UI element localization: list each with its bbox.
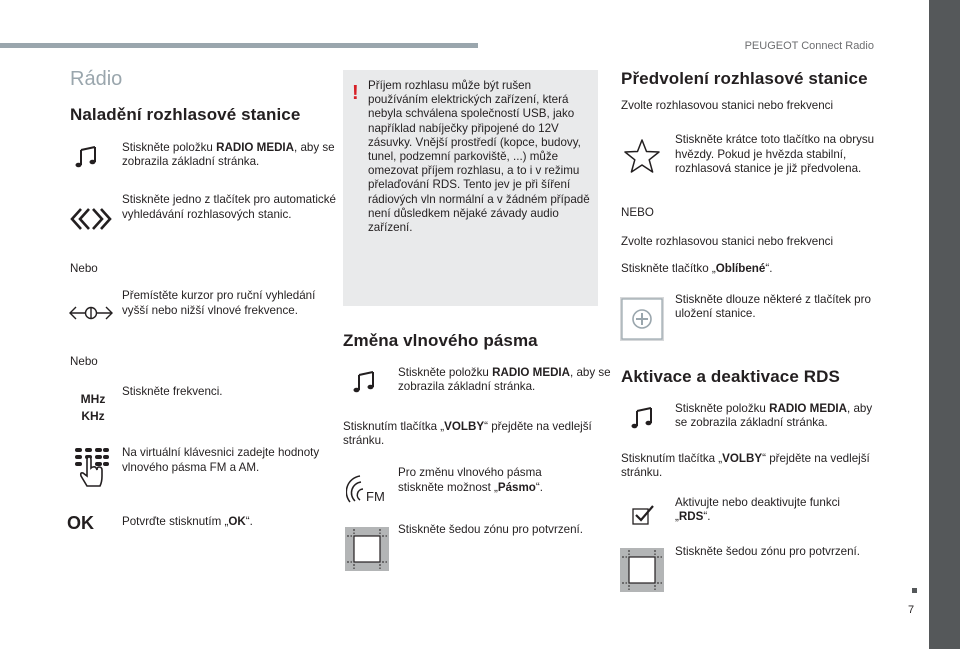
grey-zone-icon <box>620 548 664 592</box>
section-title-band: Změna vlnového pásma <box>343 331 538 350</box>
header-title: PEUGEOT Connect Radio <box>744 40 874 52</box>
band-step-3: Stiskněte šedou zónu pro potvrzení. <box>398 523 583 536</box>
rds-step-1: Stiskněte položku RADIO MEDIA, aby se zobrazila základní stránka. <box>675 402 873 429</box>
music-note-icon <box>350 367 380 397</box>
band-step-2: Pro změnu vlnového pásma stiskněte možnost „Pásmo“. <box>398 466 543 494</box>
keypad-touch-icon <box>74 446 110 492</box>
slider-cursor-icon <box>68 298 114 328</box>
or-separator-3: NEBO <box>621 206 654 219</box>
or-separator-1: Nebo <box>70 262 98 275</box>
music-note-icon <box>628 403 658 433</box>
rds-step-2: Aktivujte nebo deaktivujte funkci „RDS“. <box>675 496 840 523</box>
tuning-step-5: Na virtuální klávesnici zadejte hodnoty vlnového pásma FM a AM. <box>122 446 320 474</box>
band-options-paragraph: Stisknutím tlačítka „VOLBY“ přejděte na vedlejší stránku. <box>343 420 592 447</box>
tuning-step-3: Přemístěte kurzor pro ruční vyhledání vyšší nebo nižší vlnové frekvence. <box>122 289 316 317</box>
rds-step-3: Stiskněte šedou zónu pro potvrzení. <box>675 545 860 558</box>
frequency-icon-khz: KHz <box>81 409 105 423</box>
section-title-tuning: Naladění rozhlasové stanice <box>70 105 301 124</box>
section-title-rds: Aktivace a deaktivace RDS <box>621 367 840 386</box>
add-preset-icon <box>620 297 664 341</box>
presets-intro-2: Zvolte rozhlasovou stanici nebo frekvenci <box>621 235 834 248</box>
music-note-icon <box>72 142 102 172</box>
frequency-icon-mhz: MHz <box>80 392 106 406</box>
tuning-step-6: Potvrďte stisknutím „OK“. <box>122 515 253 528</box>
tuning-step-4: Stiskněte frekvenci. <box>122 385 223 398</box>
grey-zone-icon <box>345 527 389 571</box>
seek-arrows-icon <box>68 204 114 234</box>
section-title-presets: Předvolení rozhlasové stanice <box>621 69 868 88</box>
or-separator-2: Nebo <box>70 355 98 368</box>
chapter-title: Rádio <box>70 68 123 90</box>
tuning-step-1: Stiskněte položku RADIO MEDIA, aby se zobrazila základní stránka. <box>122 141 335 168</box>
tuning-step-2: Stiskněte jedno z tlačítek pro automatické vyhledávání rozhlasových stanic. <box>122 193 336 221</box>
page-number: 7 <box>908 604 915 616</box>
presets-step-1: Stiskněte krátce toto tlačítko na obrysu hvězdy. Pokud je hvězda stabilní, rozhlasová stanice je již předvolena. <box>675 133 875 175</box>
checkbox-icon <box>628 500 658 530</box>
favorites-paragraph: Stiskněte tlačítko „Oblíbené“. <box>621 262 773 275</box>
presets-step-2: Stiskněte dlouze některé z tlačítek pro uložení stanice. <box>675 293 871 320</box>
presets-intro: Zvolte rozhlasovou stanici nebo frekvenci <box>621 99 834 112</box>
frequency-icon <box>76 391 110 425</box>
star-outline-icon <box>622 137 662 175</box>
fm-label: FM <box>366 489 385 504</box>
band-step-1: Stiskněte položku RADIO MEDIA, aby se zobrazila základní stránka. <box>398 366 611 393</box>
warning-text: Příjem rozhlasu může být rušen používáním elektrických zařízení, která nebyla schválena společností USB, jako například nabíječky připojené do 12V zásuvky. Vnější prostředí (kopce, budovy, tunel, podzemní parkoviště, ...) může omezovat příjem rozhlasu, a to i v režimu přelaďování RDS. Tento jev je při šíření rádiových vln normální a v žádném případě není důsledkem nějaké závady audio zařízení. <box>368 79 590 235</box>
header-bar <box>0 43 478 48</box>
fm-band-icon <box>346 472 388 508</box>
page-marker <box>912 588 917 593</box>
rds-options-paragraph: Stisknutím tlačítka „VOLBY“ přejděte na vedlejší stránku. <box>621 452 870 479</box>
ok-icon: OK <box>67 513 94 533</box>
warning-exclamation-icon: ! <box>352 82 359 104</box>
page-sidebar-band <box>929 0 960 649</box>
